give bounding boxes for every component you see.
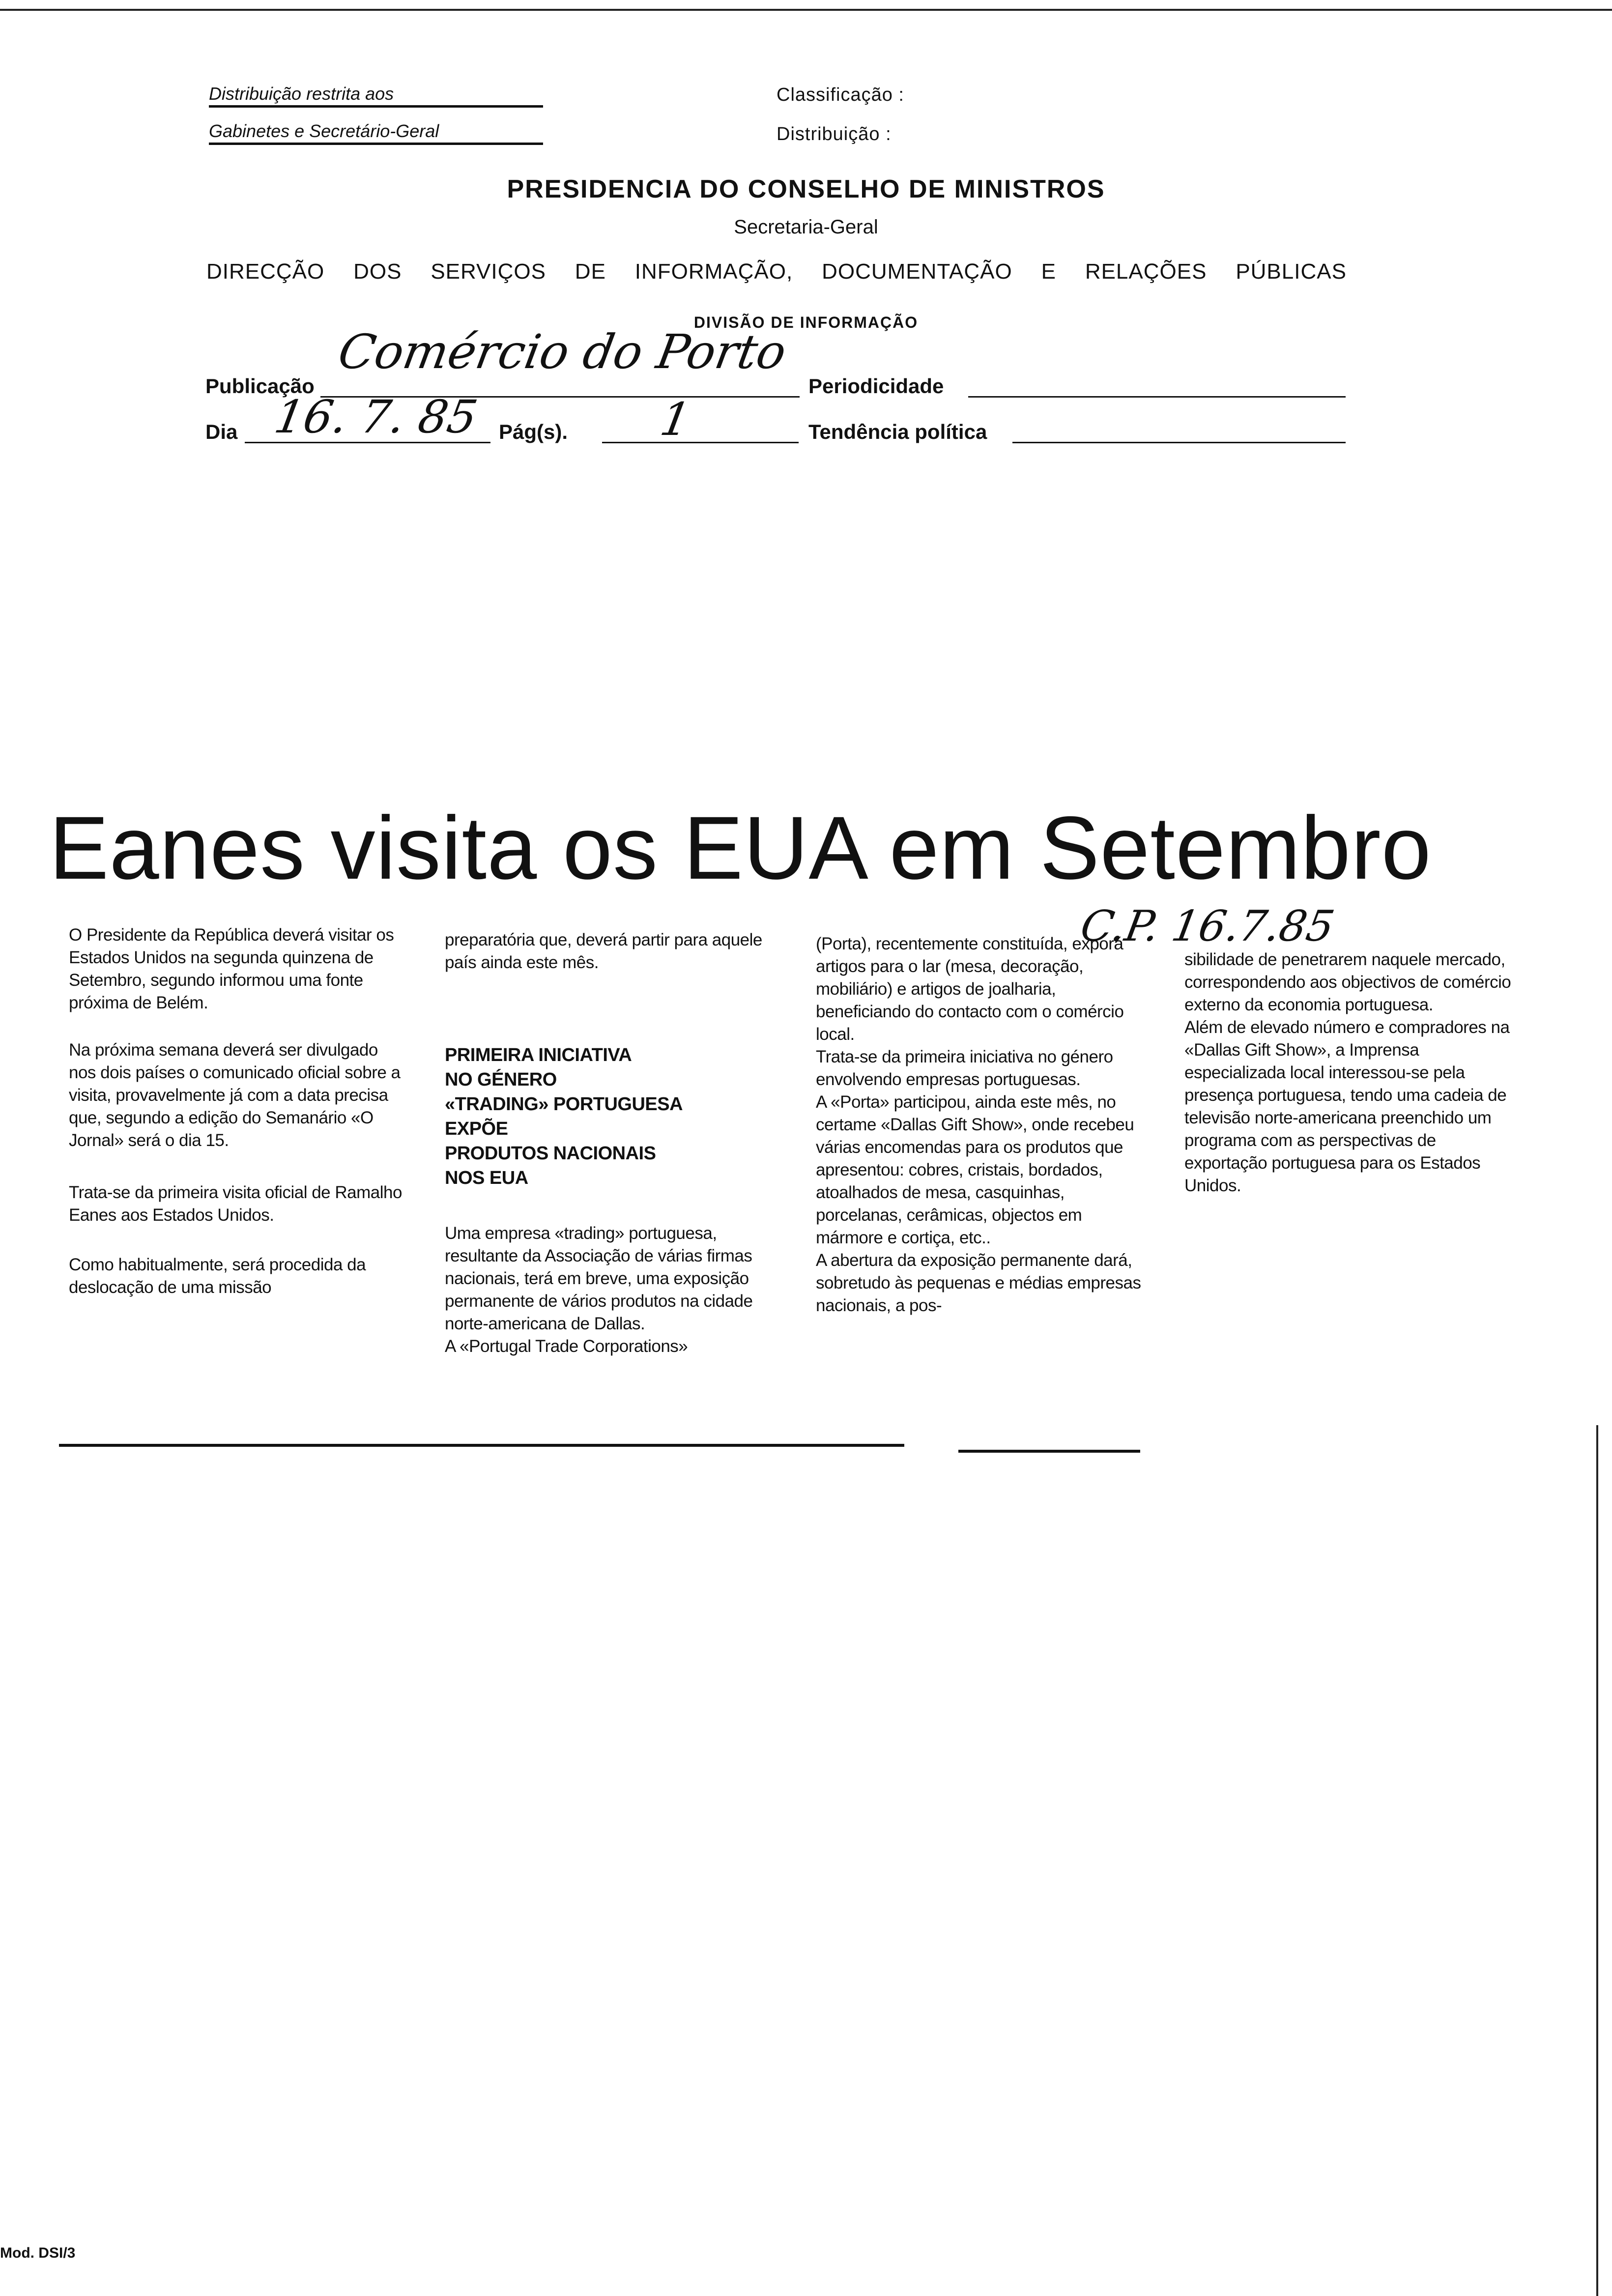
tendency-underline: [1012, 442, 1346, 443]
article-paragraph: A «Porta» participou, ainda este mês, no certame «Dallas Gift Show», onde recebeu várias encomendas para os produtos que apresentou: cobres, cristais, bordados, atoalhados de mesa, casquinhas, porcelanas, cerâmicas, objectos em mármore e cortiça, etc..: [816, 1092, 1134, 1247]
direction-word: DE: [575, 259, 606, 284]
periodicity-underline: [968, 396, 1346, 398]
top-border-line: [0, 9, 1612, 11]
article-paragraph: (Porta), recentemente constituída, exporá artigos para o lar (mesa, decoração, mobiliário) e artigos de joalharia, beneficiando do contacto com o comércio local.: [816, 934, 1124, 1044]
article-paragraph: sibilidade de penetrarem naquele mercado, correspondendo aos objectivos de comércio externo da economia portuguesa.: [1184, 950, 1511, 1014]
subheading-line: «TRADING» PORTUGUESA: [445, 1094, 683, 1115]
pages-underline: [602, 442, 799, 443]
article-paragraph: O Presidente da República deverá visitar os Estados Unidos na segunda quinzena de Setembro, segundo informou uma fonte próxima de Belém.: [69, 925, 394, 1012]
restricted-distribution-line2: Gabinetes e Secretário-Geral: [209, 121, 543, 145]
publication-label: Publicação: [205, 374, 315, 398]
subheading-line: NOS EUA: [445, 1168, 528, 1188]
direction-word: DOCUMENTAÇÃO: [822, 259, 1012, 284]
article-paragraph: Trata-se da primeira iniciativa no género envolvendo empresas portuguesas.: [816, 1047, 1113, 1089]
periodicity-label: Periodicidade: [808, 374, 944, 398]
subheading-line: EXPÕE: [445, 1119, 508, 1139]
article-subheading: [445, 1043, 772, 1190]
article-paragraph: Além de elevado número e compradores na «Dallas Gift Show», a Imprensa especializada local interessou-se pela presença portuguesa, tendo uma cadeia de televisão norte-americana preenchido um programa com as perspectivas de exportação portuguesa para os Estados Unidos.: [1184, 1018, 1510, 1195]
subheading-line: PRIMEIRA INICIATIVA: [445, 1045, 632, 1065]
clipping-bottom-rule: [958, 1450, 1140, 1453]
article-headline: Eanes visita os EUA em Setembro: [49, 798, 1432, 898]
form-code: Mod. DSI/3: [0, 2245, 76, 2261]
margin-handwritten-note: C.P. 16.7.85: [1077, 902, 1338, 951]
direction-word: SERVIÇOS: [431, 259, 546, 284]
division-title: DIVISÃO DE INFORMAÇÃO: [693, 314, 919, 331]
article-paragraph: Na próxima semana deverá ser divulgado nos dois países o comunicado oficial sobre a visita, provavelmente já com a data precisa que, segundo a edição do Semanário «O Jornal» será o dia 15.: [69, 1040, 401, 1150]
article-paragraph: A «Portugal Trade Corporations»: [445, 1337, 688, 1356]
scan-edge-line: [1596, 1425, 1598, 2296]
article-paragraph: Como habitualmente, será procedida da deslocação de uma missão: [69, 1255, 366, 1297]
article-column-1: [69, 924, 403, 1299]
agency-title: PRESIDENCIA DO CONSELHO DE MINISTROS: [507, 175, 1105, 203]
distribution-label: Distribuição :: [777, 124, 892, 144]
clipping-bottom-rule: [59, 1444, 904, 1447]
direction-line: [206, 259, 1347, 284]
pages-label: Pág(s).: [499, 420, 568, 443]
direction-word: INFORMAÇÃO,: [634, 259, 793, 284]
subheading-line: NO GÉNERO: [445, 1069, 557, 1090]
day-label: Dia: [205, 420, 238, 443]
pages-handwritten-value: 1: [656, 393, 694, 446]
classification-label: Classificação :: [777, 85, 904, 105]
article-paragraph: A abertura da exposição permanente dará, sobretudo às pequenas e médias empresas nacionais, a pos-: [816, 1251, 1141, 1315]
subheading-line: PRODUTOS NACIONAIS: [445, 1143, 656, 1164]
article-column-2: [445, 929, 772, 1358]
political-tendency-label: Tendência política: [808, 420, 987, 443]
agency-subtitle: Secretaria-Geral: [734, 216, 878, 238]
direction-word: DIRECÇÃO: [206, 259, 325, 284]
day-handwritten-value: 16. 7. 85: [270, 391, 482, 443]
publication-handwritten-value: Comércio do Porto: [334, 324, 791, 379]
direction-word: E: [1041, 259, 1056, 284]
article-paragraph: preparatória que, deverá partir para aquele país ainda este mês.: [445, 930, 762, 972]
article-column-4: [1184, 948, 1519, 1197]
direction-word: RELAÇÕES: [1085, 259, 1207, 284]
restricted-distribution-line1: Distribuição restrita aos: [209, 84, 543, 108]
direction-word: PÚBLICAS: [1236, 259, 1347, 284]
article-paragraph: Trata-se da primeira visita oficial de Ramalho Eanes aos Estados Unidos.: [69, 1183, 402, 1225]
article-paragraph: Uma empresa «trading» portuguesa, resultante da Associação de várias firmas nacionais, terá em breve, uma exposição permanente de vários produtos na cidade norte-americana de Dallas.: [445, 1224, 753, 1333]
direction-word: DOS: [353, 259, 402, 284]
article-column-3: [816, 933, 1143, 1317]
